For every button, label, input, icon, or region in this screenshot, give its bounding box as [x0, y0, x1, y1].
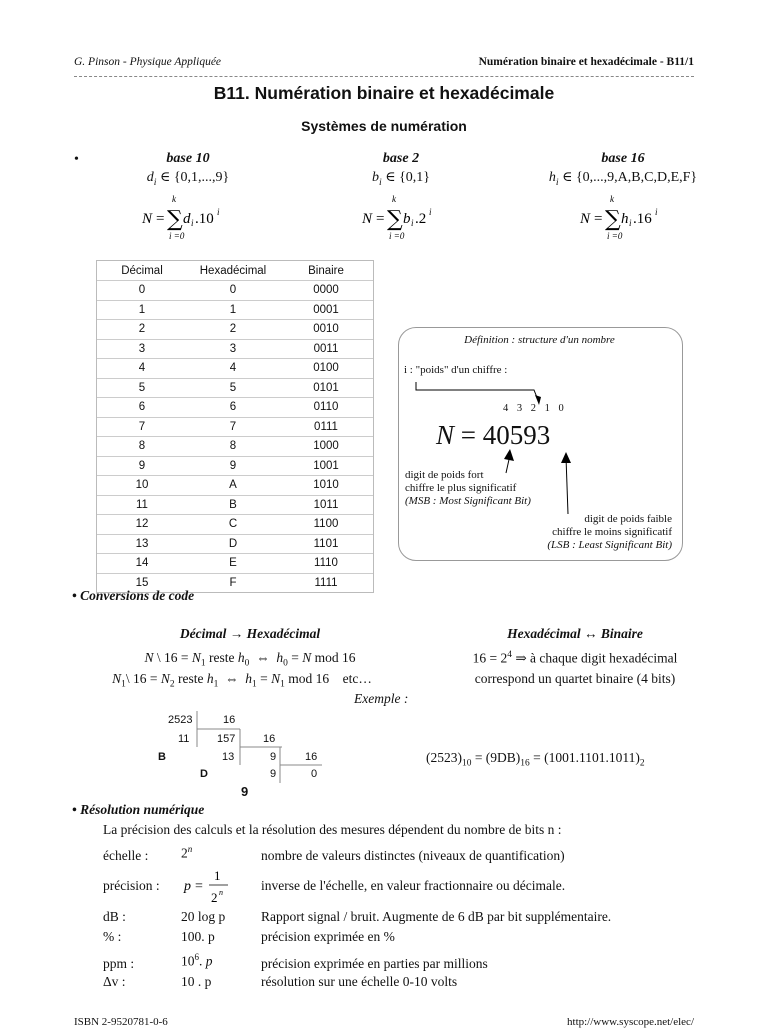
col-header-binary: Binaire: [308, 264, 344, 277]
definition-title: Définition : structure d'un nombre: [464, 334, 615, 346]
div-remainder-11: 11: [178, 733, 190, 745]
svg-text:i =0: i =0: [389, 231, 405, 241]
base16-title: base 16: [601, 151, 645, 166]
cell-decimal: 0: [97, 281, 187, 301]
msb-line-2: chiffre le plus significatif: [405, 482, 517, 494]
cell-binary: 1001: [279, 456, 373, 476]
hex-bin-title: Hexadécimal ↔ Binaire: [507, 626, 643, 641]
svg-text:.2: .2: [415, 211, 427, 227]
etc-label: etc…: [342, 671, 372, 686]
svg-text:=: =: [376, 211, 385, 227]
svg-text:i =0: i =0: [607, 231, 623, 241]
res-formula-precision: [182, 864, 242, 908]
resolution-heading: • Résolution numérique: [72, 802, 205, 817]
index-2: 2: [530, 403, 536, 414]
res-formula-ppm: $10^6$. p: [181, 952, 213, 969]
example-label: Exemple :: [354, 691, 409, 706]
svg-text:N: N: [142, 211, 153, 227]
index-0: 0: [558, 403, 564, 414]
res-desc-dv: résolution sur une échelle 0-10 volts: [261, 974, 458, 989]
cell-decimal: 15: [97, 573, 187, 592]
hex-bin-line-1-text: à chaque digit hexadécimal: [530, 650, 678, 666]
cell-binary: 0010: [279, 320, 373, 340]
base2-set-values: {0,1}: [399, 170, 431, 185]
svg-text:i: i: [429, 207, 432, 217]
cell-decimal: 2: [97, 320, 187, 340]
cell-binary: 1100: [279, 515, 373, 535]
svg-text:i: i: [629, 218, 632, 228]
res-label-dv: Δv :: [103, 974, 126, 989]
msb-line-1: digit de poids fort: [405, 469, 484, 481]
svg-text:i =0: i =0: [169, 231, 185, 241]
cell-binary: 0011: [279, 339, 373, 359]
res-desc-precision: inverse de l'échelle, en valeur fractionnaire ou décimale.: [261, 878, 566, 893]
cell-decimal: 4: [97, 359, 187, 379]
cell-decimal: 12: [97, 515, 187, 535]
cell-hex: 6: [187, 398, 279, 418]
base2-title: base 2: [382, 151, 420, 166]
svg-text:.10: .10: [195, 211, 214, 227]
base2-set: $b_i$ ∈ {0,1}: [371, 170, 431, 188]
lsb-line-2: chiffre le moins significatif: [552, 526, 672, 538]
svg-text:N: N: [580, 211, 591, 227]
weight-label: i : "poids" d'un chiffre :: [404, 364, 508, 376]
resolution-heading-text: Résolution numérique: [80, 802, 205, 817]
hex-bin-line-2: correspond un quartet binaire (4 bits): [474, 671, 676, 686]
div-9-a: 9: [270, 751, 277, 763]
index-3: 3: [516, 403, 523, 414]
header-left: G. Pinson - Physique Appliquée: [74, 56, 222, 68]
lsb-line-1: digit de poids faible: [584, 513, 672, 525]
cell-hex: 4: [187, 359, 279, 379]
res-formula-dv: 10 . p: [181, 974, 212, 989]
res-label-db: dB :: [103, 909, 126, 924]
number-expression: N = 40593: [436, 420, 551, 450]
svg-text:b: b: [403, 211, 411, 227]
res-desc-db: Rapport signal / bruit. Augmente de 6 dB par bit supplémentaire.: [261, 909, 612, 924]
cell-hex: E: [187, 554, 279, 574]
cell-hex: D: [187, 534, 279, 554]
svg-text:.16: .16: [633, 211, 652, 227]
conversion-result: $(2523)_{10} = (9DB)_{16} = (1001.1101.1011)_2$: [426, 750, 645, 769]
res-formula-echelle: 2$^n$: [181, 844, 193, 861]
svg-text:i: i: [655, 207, 658, 217]
cell-decimal: 9: [97, 456, 187, 476]
res-label-echelle: échelle :: [103, 848, 149, 863]
svg-text:k: k: [172, 194, 176, 204]
res-desc-ppm: précision exprimée en parties par millions: [261, 956, 488, 971]
cell-binary: 1101: [279, 534, 373, 554]
div-157: 157: [217, 733, 236, 745]
svg-text:k: k: [392, 194, 396, 204]
res-label-percent: % :: [103, 929, 122, 944]
conversions-heading: • Conversions de code: [72, 588, 195, 603]
example-number: 40593: [482, 420, 551, 450]
cell-binary: 1000: [279, 437, 373, 457]
base10-set: $d_i$ ∈ {0,1,...,9}: [146, 170, 230, 188]
res-label-precision: précision :: [103, 878, 160, 893]
resolution-intro: La précision des calculs et la résolution des mesures dépendent du nombre de bits n :: [103, 822, 562, 837]
cell-hex: C: [187, 515, 279, 535]
svg-text:=: =: [156, 211, 165, 227]
cell-decimal: 7: [97, 417, 187, 437]
svg-text:1: 1: [214, 868, 221, 883]
cell-hex: 5: [187, 378, 279, 398]
section-subtitle: Systèmes de numération: [301, 118, 467, 134]
cell-hex: 1: [187, 300, 279, 320]
cell-binary: 0110: [279, 398, 373, 418]
cell-hex: 2: [187, 320, 279, 340]
div-digit-B: B: [158, 751, 166, 763]
res-formula-db: 20 log p: [181, 909, 226, 924]
svg-text:k: k: [610, 194, 614, 204]
cell-decimal: 11: [97, 495, 187, 515]
svg-text:p: p: [184, 879, 191, 894]
cell-binary: 1111: [279, 573, 373, 592]
cell-binary: 0001: [279, 300, 373, 320]
div-16-c: 16: [305, 751, 318, 763]
hex-bin-line-1: $16 = 2^4$ ⇒ à chaque digit hexadécimal: [472, 650, 678, 666]
cell-binary: 0111: [279, 417, 373, 437]
res-desc-echelle: nombre de valeurs distinctes (niveaux de quantification): [261, 848, 565, 863]
svg-text:h: h: [621, 211, 629, 227]
div-remainder-13: 13: [222, 751, 235, 763]
div-16-a: 16: [223, 714, 236, 726]
svg-text:i: i: [411, 218, 414, 228]
res-formula-percent: 100. p: [181, 929, 215, 944]
footer-isbn: ISBN 2-9520781-0-6: [74, 1016, 168, 1028]
cell-hex: B: [187, 495, 279, 515]
cell-decimal: 14: [97, 554, 187, 574]
res-label-ppm: ppm :: [103, 956, 135, 971]
conversions-heading-text: Conversions de code: [80, 588, 195, 603]
dec-hex-line-1: N \ $16 = N_1$ reste $h_0$ ⇔ $h_0 = N$ mod 16: [144, 650, 356, 669]
cell-hex: 3: [187, 339, 279, 359]
svg-text:=: =: [594, 211, 603, 227]
cell-hex: 0: [187, 281, 279, 301]
cell-binary: 0101: [279, 378, 373, 398]
cell-decimal: 6: [97, 398, 187, 418]
cell-decimal: 10: [97, 476, 187, 496]
col-header-decimal: Décimal: [121, 264, 163, 277]
svg-text:i: i: [217, 207, 220, 217]
cell-binary: 1110: [279, 554, 373, 574]
footer-url[interactable]: http://www.syscope.net/elec/: [567, 1016, 694, 1028]
cell-decimal: 8: [97, 437, 187, 457]
base16-set: $h_i$ ∈ {0,...,9,A,B,C,D,E,F}: [548, 170, 698, 188]
header-right: Numération binaire et hexadécimale - B11/1: [478, 56, 694, 68]
cell-hex: 9: [187, 456, 279, 476]
res-desc-percent: précision exprimée en %: [261, 929, 395, 944]
svg-text:∑: ∑: [167, 207, 183, 232]
index-1: 1: [544, 403, 550, 414]
base10-title: base 10: [166, 151, 210, 166]
dec-hex-title: Décimal → Hexadécimal: [179, 626, 321, 641]
cell-decimal: 13: [97, 534, 187, 554]
div-digit-9: 9: [241, 784, 249, 799]
svg-text:=: =: [195, 879, 203, 894]
cell-binary: 1011: [279, 495, 373, 515]
div-0: 0: [311, 768, 318, 780]
svg-text:2: 2: [211, 890, 218, 905]
base16-set-values: {0,...,9,A,B,C,D,E,F}: [575, 170, 698, 185]
dec-hex-line-2: $N_1\backslash$ $16 = N_2$ reste $h_1$ ⇔ $h_1 = N_1$ mod 16 etc…: [112, 671, 372, 690]
base10-set-values: {0,1,...,9}: [173, 170, 230, 185]
cell-hex: F: [187, 573, 279, 592]
div-16-b: 16: [263, 733, 276, 745]
cell-decimal: 5: [97, 378, 187, 398]
svg-text:n: n: [219, 888, 223, 897]
cell-binary: 1010: [279, 476, 373, 496]
cell-binary: 0000: [279, 281, 373, 301]
cell-hex: 7: [187, 417, 279, 437]
cell-hex: 8: [187, 437, 279, 457]
page-title: B11. Numération binaire et hexadécimale: [213, 83, 555, 103]
lsb-line-3: (LSB : Least Significant Bit): [547, 539, 672, 551]
cell-binary: 0100: [279, 359, 373, 379]
svg-text:N: N: [362, 211, 373, 227]
div-2523: 2523: [168, 714, 193, 726]
bullet: •: [74, 152, 79, 167]
index-4: 4: [503, 403, 509, 414]
cell-decimal: 1: [97, 300, 187, 320]
svg-text:i: i: [191, 218, 194, 228]
svg-text:∑: ∑: [605, 207, 621, 232]
msb-line-3: (MSB : Most Significant Bit): [405, 495, 531, 507]
col-header-hex: Hexadécimal: [199, 264, 267, 277]
div-digit-D: D: [200, 768, 208, 780]
cell-decimal: 3: [97, 339, 187, 359]
svg-text:d: d: [183, 211, 191, 227]
cell-hex: A: [187, 476, 279, 496]
svg-text:∑: ∑: [387, 207, 403, 232]
div-9-b: 9: [270, 768, 277, 780]
